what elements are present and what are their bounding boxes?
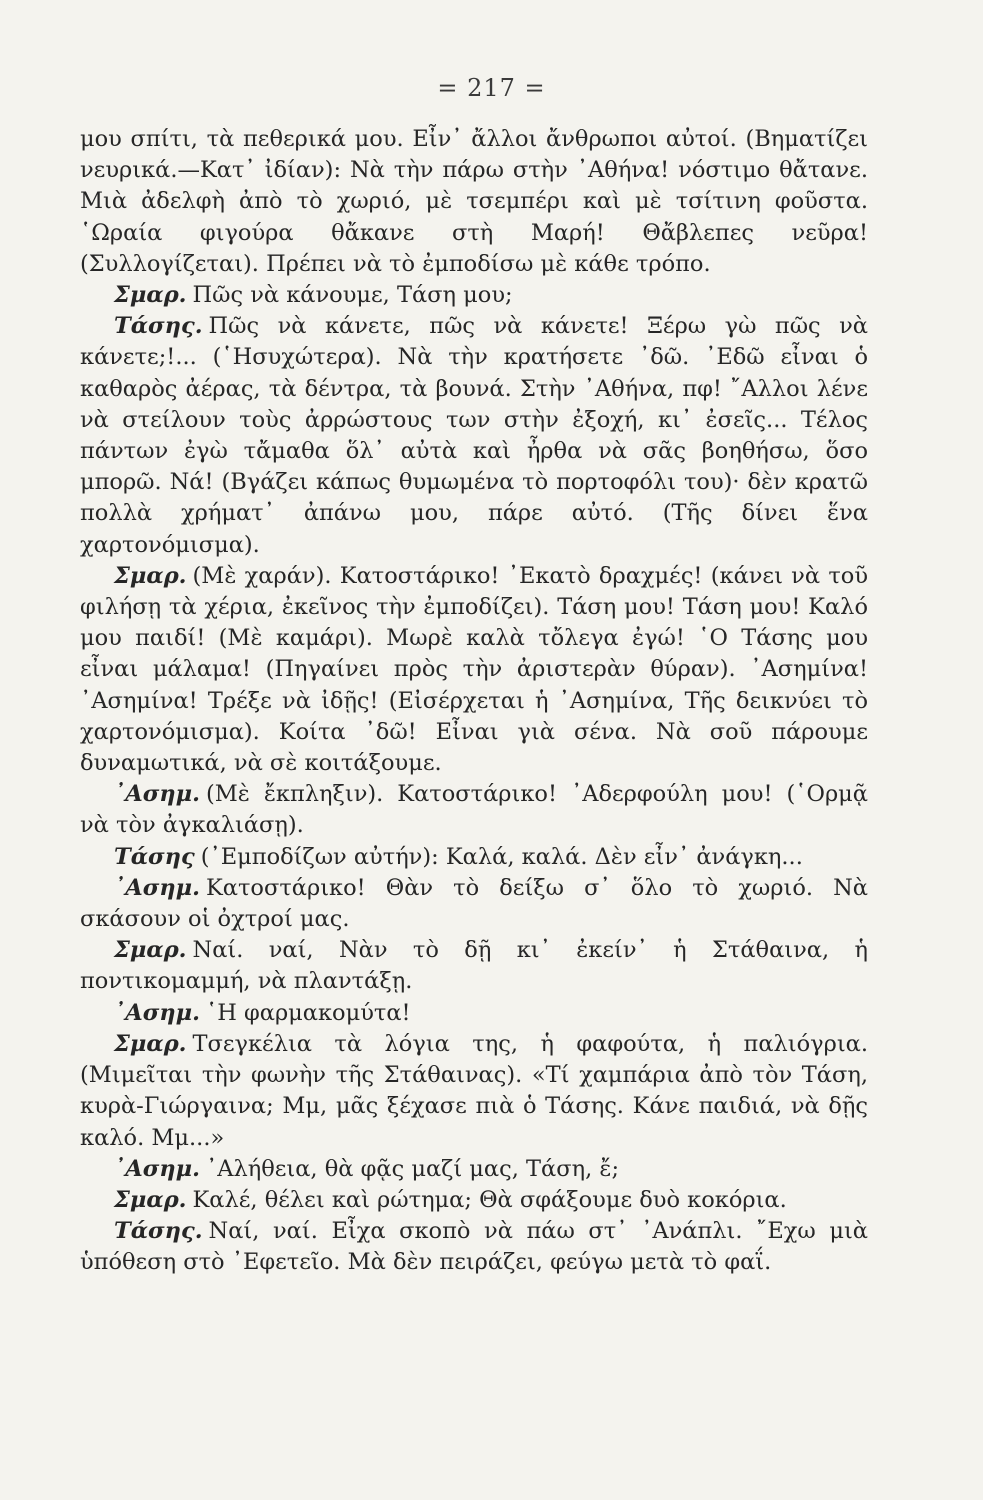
paragraph-text: Καλέ, θέλει καὶ ρώτημα; Θὰ σφάξουμε δυὸ κοκόρια.: [192, 1186, 787, 1213]
paragraph-text: μου σπίτι, τὰ πεθερικά μου. Εἶν᾽ ἄλλοι ἄνθρωποι αὐτοί. (Βηματίζει νευρικά.—Κατ᾽ ἰδίαν): Νὰ τὴν πάρω στὴν ᾽Αθήνα! νόστιμο θἄτανε. Μιὰ ἀδελφὴ ἀπὸ τὸ χωριό, μὲ τσεμπέρι καὶ μὲ τσίτινη φοῦστα. ῾Ωραία φιγούρα θἄκανε στὴ Μαρή! Θἄβλεπες νεῦρα! (Συλλογίζεται). Πρέπει νὰ τὸ ἐμποδίσω μὲ κάθε τρόπο.: [80, 126, 868, 277]
paragraph-text: (᾽Εμποδίζων αὐτήν): Καλά, καλά. Δὲν εἶν᾽ ἀνάγκη...: [200, 843, 803, 870]
speaker-name: Σμαρ.: [114, 1030, 187, 1057]
paragraph-text: Ναί, ναί. Εἶχα σκοπὸ νὰ πάω στ᾽ ᾽Ανάπλι. ῎Εχω μιὰ ὑπόθεση στὸ ᾽Εφετεῖο. Μὰ δὲν πειράζει, φεύγω μετὰ τὸ φαΐ.: [80, 1218, 868, 1276]
paragraph-12: [80, 1216, 868, 1278]
paragraph-10: [80, 1154, 868, 1185]
paragraph-7: [80, 935, 868, 997]
page-body: [80, 124, 868, 1279]
speaker-name: ᾽Ασημ.: [114, 1155, 200, 1182]
paragraph-text: Πῶς νὰ κάνουμε, Τάση μου;: [192, 282, 513, 309]
page-number: = 217 =: [437, 74, 546, 102]
speaker-name: ᾽Ασημ.: [114, 781, 200, 808]
paragraph-text: ᾽Αλήθεια, θὰ φᾷς μαζί μας, Τάση, ἔ;: [205, 1155, 620, 1182]
speaker-name: Τάσης.: [114, 1218, 203, 1245]
paragraph-text: ῾Η φαρμακομύτα!: [205, 999, 411, 1026]
paragraph-6: [80, 873, 868, 935]
paragraph-text: (Μὲ ἔκπληξιν). Κατοστάρικο! ᾽Αδερφούλη μου! (῾Ορμᾷ νὰ τὸν ἀγκαλιάσῃ).: [80, 781, 868, 839]
paragraph-3: [80, 561, 868, 779]
speaker-name: ᾽Ασημ.: [114, 874, 200, 901]
paragraph-4: [80, 779, 868, 841]
speaker-name: ᾽Ασημ.: [114, 999, 200, 1026]
paragraph-0: [80, 124, 868, 280]
paragraph-5: [80, 842, 868, 873]
paragraph-text: Πῶς νὰ κάνετε, πῶς νὰ κάνετε! Ξέρω γὼ πῶς νὰ κάνετε;!... (῾Ησυχώτερα). Νὰ τὴν κρατήσετε ᾽δῶ. ᾽Εδῶ εἶναι ὁ καθαρὸς ἀέρας, τὰ δέντρα, τὰ βουνά. Στὴν ᾽Αθήνα, πφ! ῎Αλλοι λένε νὰ στείλουν τοὺς ἀρρώστους των στὴν ἐξοχή, κι᾽ ἐσεῖς... Τέλος πάντων ἐγὼ τἄμαθα ὅλ᾽ αὐτὰ καὶ ἦρθα νὰ σᾶς βοηθήσω, ὅσο μπορῶ. Νά! (Βγάζει κάπως θυμωμένα τὸ πορτοφόλι του)· δὲν κρατῶ πολλὰ χρήματ᾽ ἀπάνω μου, πάρε αὐτό. (Τῆς δίνει ἕνα χαρτονόμισμα).: [80, 313, 868, 558]
paragraph-text: Τσεγκέλια τὰ λόγια της, ἡ φαφούτα, ἡ παλιόγρια. (Μιμεῖται τὴν φωνὴν τῆς Στάθαινας). «Τί χαμπάρια ἀπὸ τὸν Τάση, κυρὰ-Γιώργαινα; Μμ, μᾶς ξέχασε πιὰ ὁ Τάσης. Κάνε παιδιά, νὰ δῇς καλό. Μμ...»: [80, 1030, 868, 1151]
speaker-name: Σμαρ.: [114, 1186, 187, 1213]
speaker-name: Τάσης.: [114, 313, 203, 340]
paragraph-text: Ναί. ναί, Νὰν τὸ δῇ κι᾽ ἐκείν᾽ ἡ Στάθαινα, ἡ ποντικομαμμή, νὰ πλαντάξῃ.: [80, 937, 868, 995]
speaker-name: Σμαρ.: [114, 937, 187, 964]
paragraph-text: (Μὲ χαράν). Κατοστάρικο! ᾽Εκατὸ δραχμές! (κάνει νὰ τοῦ φιλήσῃ τὰ χέρια, ἐκεῖνος τὴν ἐμποδίζει). Τάση μου! Τάση μου! Καλό μου παιδί! (Μὲ καμάρι). Μωρὲ καλὰ τὄλεγα ἐγώ! ῾Ο Τάσης μου εἶναι μάλαμα! (Πηγαίνει πρὸς τὴν ἀριστερὰν θύραν). ᾽Ασημίνα! ᾽Ασημίνα! Τρέξε νὰ ἰδῇς! (Εἰσέρχεται ἡ ᾽Ασημίνα, Τῆς δεικνύει τὸ χαρτονόμισμα). Κοίτα ᾽δῶ! Εἶναι γιὰ σένα. Νὰ σοῦ πάρουμε δυναμωτικά, νὰ σὲ κοιτάξουμε.: [80, 562, 868, 777]
speaker-name: Σμαρ.: [114, 562, 187, 589]
speaker-name: Σμαρ.: [114, 282, 187, 309]
paragraph-11: [80, 1185, 868, 1216]
paragraph-1: [80, 280, 868, 311]
paragraph-text: Κατοστάρικο! Θὰν τὸ δείξω σ᾽ ὅλο τὸ χωριό. Νὰ σκάσουν οἱ ὀχτροί μας.: [80, 874, 868, 933]
paragraph-8: [80, 998, 868, 1029]
speaker-name: Τάσης: [114, 843, 195, 870]
paragraph-2: [80, 311, 868, 561]
paragraph-9: [80, 1029, 868, 1154]
